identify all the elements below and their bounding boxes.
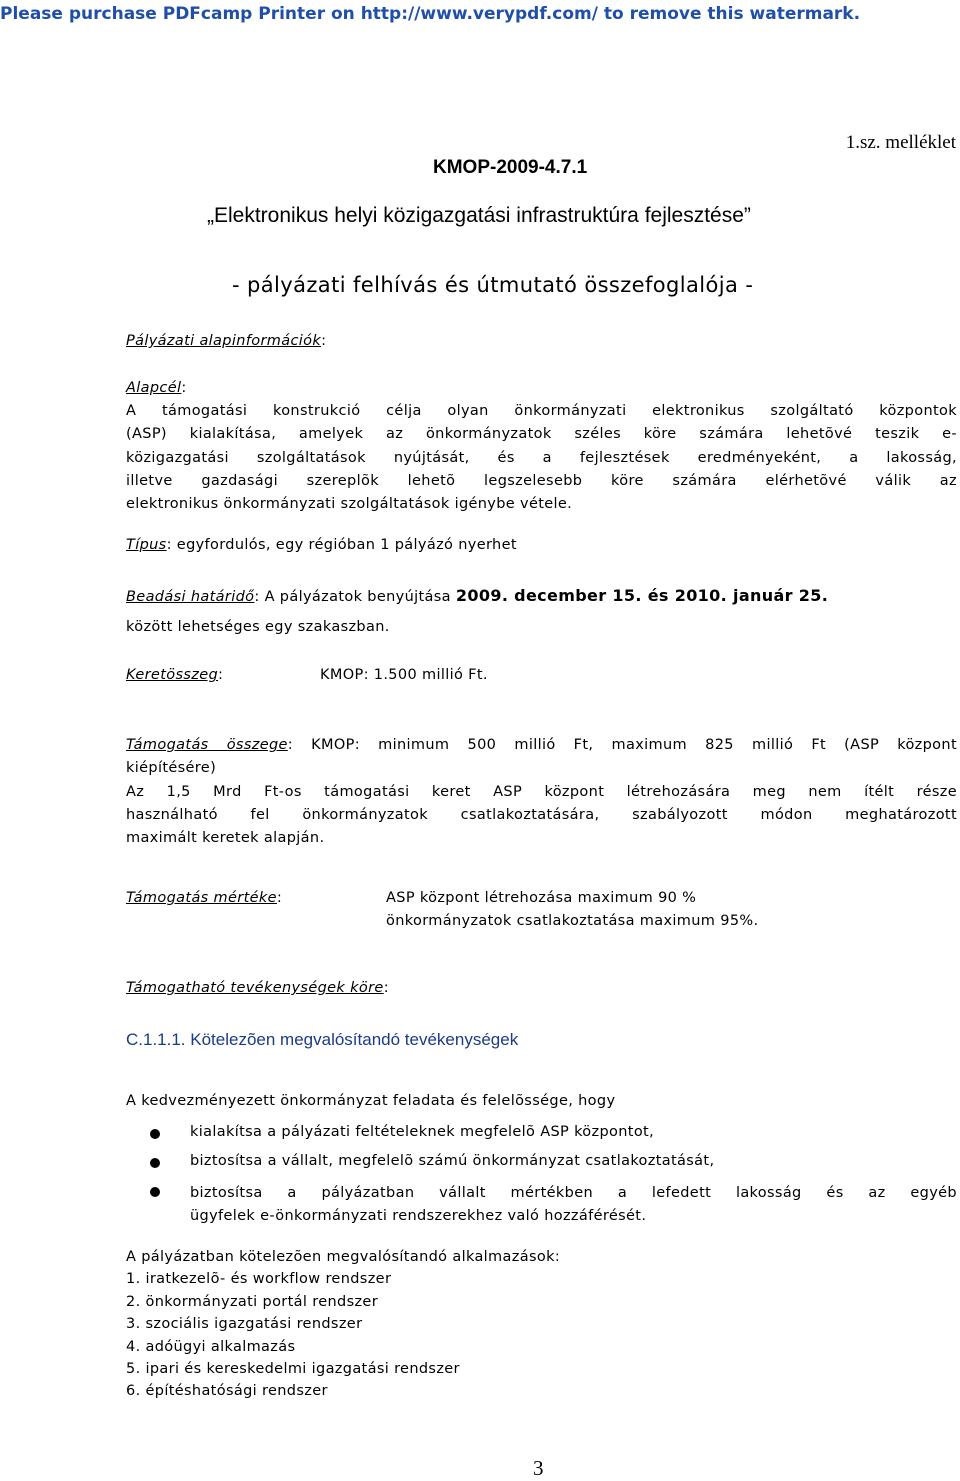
deadline-row: Beadási határidő: A pályázatok benyújtása 2009. december 15. és 2010. január 25. [126, 586, 829, 605]
app-item-5: 5. ipari és kereskedelmi igazgatási rendszer [126, 1361, 460, 1377]
basic-info-heading: Pályázati alapinformációk: [126, 333, 327, 349]
bullet-dot [150, 1129, 160, 1139]
apps-intro: A pályázatban kötelezõen megvalósítandó alkalmazások: [126, 1249, 561, 1265]
app-item-1: 1. iratkezelõ- és workflow rendszer [126, 1271, 392, 1287]
document-title: „Elektronikus helyi közigazgatási infrastruktúra fejlesztése” [207, 204, 751, 227]
goal-paragraph: A támogatási konstrukció célja olyan önkormányzati elektronikus szolgáltató központok (ASP) kialakítása, amelyek az önkormányzatok széles köre számára lehetõvé teszik e- közigazgatási szolgáltatások nyújtását, és a fejlesztések eredményeként, a lakosság, illetve gazdasági szereplõk lehetõ legszelesebb köre számára elérhetõvé válik az elektronikus önkormányzati szolgáltatások igénybe vétele. [126, 403, 957, 513]
app-item-2: 2. önkormányzati portál rendszer [126, 1294, 379, 1310]
page-number: 3 [533, 1456, 544, 1480]
goal-label: Alapcél: [126, 380, 187, 396]
app-item-4: 4. adóügyi alkalmazás [126, 1339, 296, 1355]
bullet-dot [150, 1158, 160, 1168]
annex-label: 1.sz. melléklet [845, 132, 956, 153]
beneficiary-intro: A kedvezményezett önkormányzat feladata és felelõssége, hogy [126, 1093, 616, 1109]
program-code: KMOP-2009-4.7.1 [433, 157, 588, 178]
watermark-text: Please purchase PDFcamp Printer on http://www.verypdf.com/ to remove this watermark. [0, 4, 861, 24]
budget-value: KMOP: 1.500 millió Ft. [320, 667, 488, 683]
section-c-heading: C.1.1.1. Kötelezõen megvalósítandó tevékenységek [126, 1030, 519, 1049]
bullet-item-1: kialakítsa a pályázati feltételeknek megfelelõ ASP központot, [190, 1124, 655, 1140]
budget-label: Keretösszeg: [126, 667, 224, 683]
activities-heading: Támogatható tevékenységek köre: [126, 980, 389, 996]
support-amount-paragraph: Támogatás összege: KMOP: minimum 500 millió Ft, maximum 825 millió Ft (ASP központ kiépítésére) Az 1,5 Mrd Ft-os támogatási keret ASP központ létrehozására meg nem ítélt része használható fel önkormányzatok csatlakoztatására, szabályozott módon meghatározott maximált keretek alapján. [126, 737, 957, 847]
deadline-suffix: között lehetséges egy szakaszban. [126, 619, 390, 635]
bullet-item-3: biztosítsa a pályázatban vállalt mértékben a lefedett lakosság és az egyéb ügyfelek e-önkormányzati rendszerekhez való hozzáférését. [190, 1185, 957, 1225]
support-rate-label: Támogatás mértéke: [126, 890, 283, 906]
document-subtitle: - pályázati felhívás és útmutató összefoglalója - [232, 273, 754, 297]
bullet-dot [150, 1187, 160, 1197]
support-rate-line-2: önkormányzatok csatlakoztatása maximum 95%. [386, 913, 759, 929]
support-rate-line-1: ASP központ létrehozása maximum 90 % [386, 890, 697, 906]
app-item-3: 3. szociális igazgatási rendszer [126, 1316, 363, 1332]
bullet-item-2: biztosítsa a vállalt, megfelelõ számú önkormányzat csatlakoztatását, [190, 1153, 715, 1169]
app-item-6: 6. építéshatósági rendszer [126, 1383, 328, 1399]
type-row: Típus: egyfordulós, egy régióban 1 pályázó nyerhet [126, 537, 517, 553]
